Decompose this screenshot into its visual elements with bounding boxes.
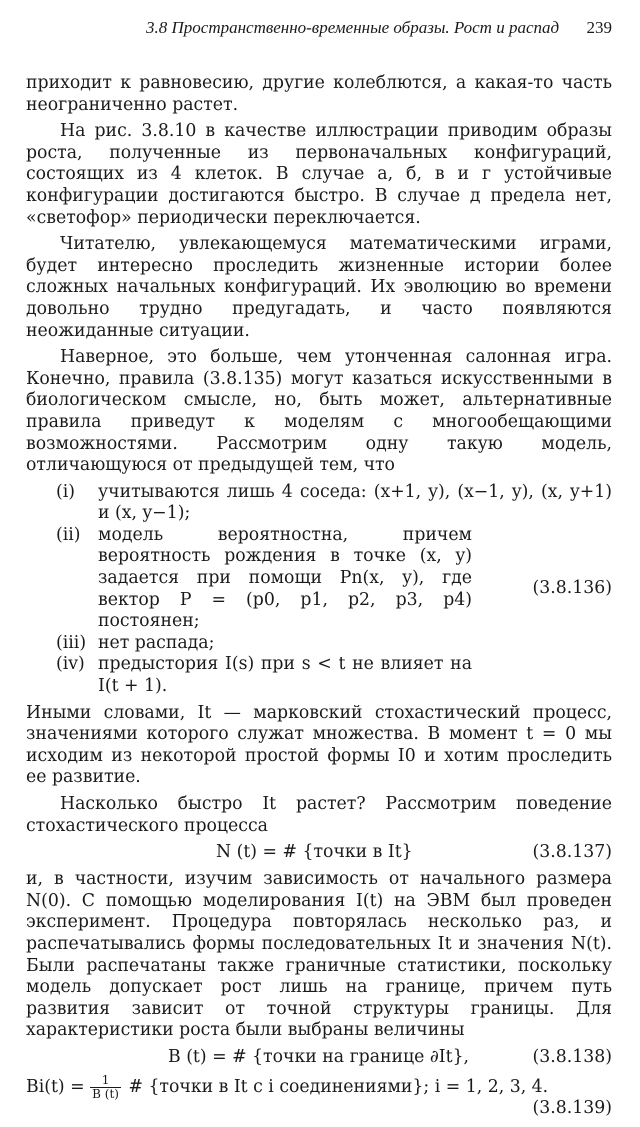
list-marker: (i) xyxy=(56,481,76,502)
list-item xyxy=(26,633,612,655)
list-item xyxy=(26,654,612,697)
conditions-list xyxy=(26,482,612,698)
list-text: нет распада; xyxy=(98,632,215,653)
list-text: модель вероятностна, причем вероятность рождения в точке (x, y) задается при помощи Pn(x, y), где вектор P = (p0, p1, p2, p3, p4) постоянен; xyxy=(98,524,472,632)
equation-number: (3.8.139) xyxy=(532,1097,612,1118)
equation-number: (3.8.138) xyxy=(532,1046,612,1067)
paragraph-1: приходит к равновесию, другие колеблются, а какая-то часть неограниченно растет. xyxy=(26,73,612,115)
running-header xyxy=(146,18,612,42)
fraction-numerator: 1 xyxy=(90,1074,121,1088)
equation-138 xyxy=(26,1047,612,1069)
equation-lhs: Bi(t) = xyxy=(26,1076,85,1097)
equation-139 xyxy=(26,1074,612,1122)
book-page xyxy=(26,0,612,1118)
list-text: предыстория I(s) при s < t не влияет на I(t + 1). xyxy=(98,654,472,697)
list-item xyxy=(26,482,612,525)
equation-formula: N (t) = # {точки в It} xyxy=(216,842,413,863)
equation-number: (3.8.137) xyxy=(532,842,612,863)
paragraph-4: Наверное, это больше, чем утонченная салонная игра. Конечно, правила (3.8.135) могут казаться искусственными в биологическом смысле, но, быть может, альтернативные правила приведут к моделям с многообещающими возможностями. Рассмотрим одну такую модель, отличающуюся от предыдущей тем, что xyxy=(26,347,612,476)
paragraph-3: Читателю, увлекающемуся математическими играми, будет интересно проследить жизненные истории более сложных начальных конфигураций. Их эволюцию во времени довольно трудно предугадать, и часто появляются неожиданные ситуации. xyxy=(26,234,612,341)
paragraph-7: и, в частности, изучим зависимость от начального размера N(0). С помощью моделирования I(t) на ЭВМ был проведен эксперимент. Процедура повторялась несколько раз, и распечатывались формы последовательных It и значения N(t). Были распечатаны также граничные статистики, поскольку модель допускает рост лишь на границе, причем путь развития зависит от точной структуры границы. Для характеристики роста были выбраны величины xyxy=(26,869,612,1041)
equation-formula: B (t) = # {точки на границе ∂It}, xyxy=(168,1046,470,1067)
equation-number: (3.8.136) xyxy=(532,577,612,598)
list-marker: (iii) xyxy=(56,632,87,653)
list-text: учитываются лишь 4 соседа: (x+1, y), (x−1, y), (x, y+1) и (x, y−1); xyxy=(98,481,612,524)
paragraph-6: Насколько быстро It растет? Рассмотрим поведение стохастического процесса xyxy=(26,794,612,836)
list-marker: (ii) xyxy=(56,524,81,545)
equation-formula xyxy=(26,1074,548,1101)
equation-137 xyxy=(26,842,612,864)
fraction xyxy=(90,1074,121,1101)
paragraph-2: На рис. 3.8.10 в качестве иллюстрации приводим образы роста, полученные из первоначальных конфигураций, состоящих из 4 клеток. В случае а, б, в и г устойчивые конфигурации достигаются быстро. В случае д предела нет, «светофор» периодически переключается. xyxy=(26,121,612,228)
header-title: 3.8 Пространственно-временные образы. Рост и распад xyxy=(146,18,560,37)
list-marker: (iv) xyxy=(56,654,85,675)
page-number: 239 xyxy=(586,18,612,37)
list-item xyxy=(26,525,612,633)
paragraph-5: Иными словами, It — марковский стохастический процесс, значениями которого служат множества. В момент t = 0 мы исходим из некоторой простой формы I0 и хотим проследить ее развитие. xyxy=(26,702,612,788)
equation-rhs: # {точки в It с i соединениями}; i = 1, 2, 3, 4. xyxy=(128,1076,549,1097)
page-body xyxy=(26,73,612,1127)
fraction-denominator: B (t) xyxy=(92,1086,119,1101)
